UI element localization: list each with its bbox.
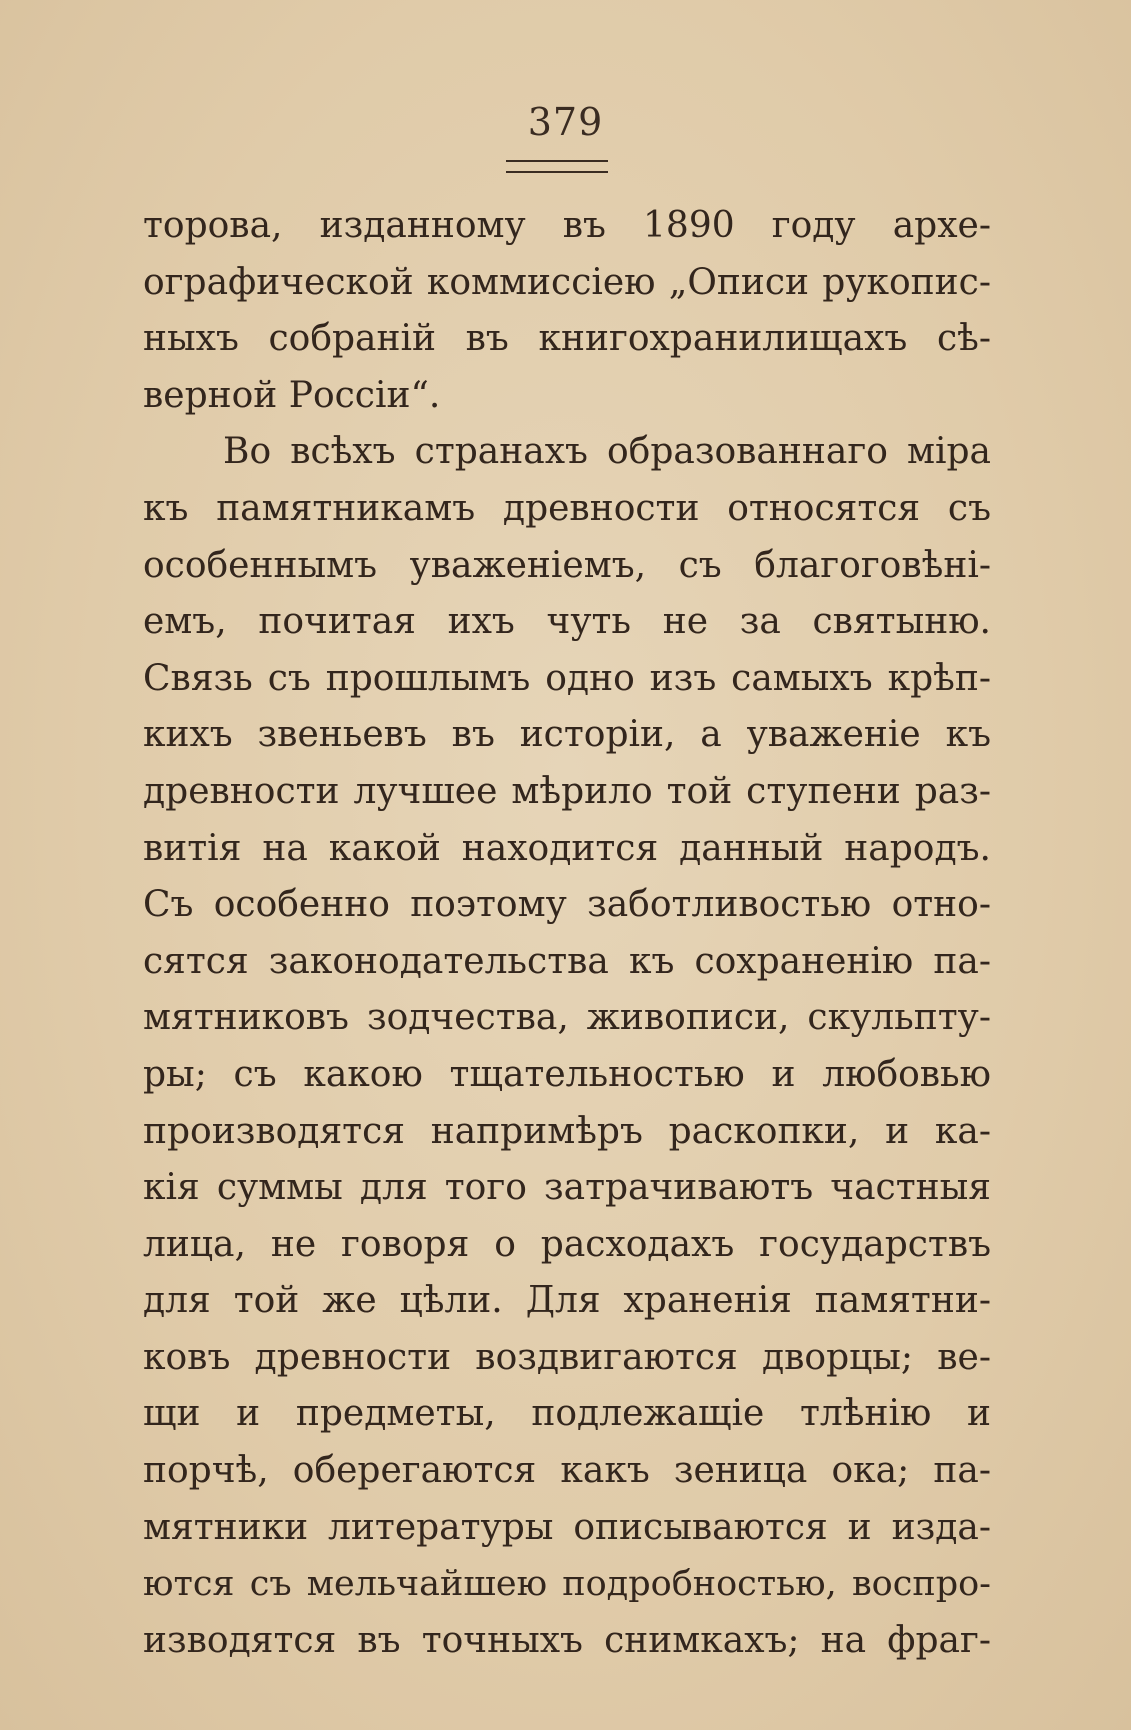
text-line: кія суммы для того затрачиваютъ частныя [143,1167,991,1209]
text-line: ныхъ собраній въ книгохранилищахъ сѣ- [143,318,991,360]
text-line: сятся законодательства къ сохраненію па- [143,940,991,982]
text-line: для той же цѣли. Для храненія памятни- [143,1280,991,1322]
text-line: ются съ мельчайшею подробностью, воспро- [143,1564,991,1605]
header-double-rule [506,160,608,173]
text-line: ры; съ какою тщательностью и любовью [143,1053,991,1095]
text-line: ографической коммиссіею „Описи рукопис- [143,261,991,303]
text-line: изводятся въ точныхъ снимкахъ; на фраг- [143,1619,991,1661]
text-line: производятся напримѣръ раскопки, и ка- [143,1110,991,1152]
text-line: мятники литературы описываются и изда- [143,1506,991,1548]
text-line: Во всѣхъ странахъ образованнаго міра [223,431,991,473]
text-line: порчѣ, оберегаются какъ зеница ока; па- [143,1450,991,1492]
text-line: торова, изданному въ 1890 году архе- [143,205,991,246]
text-line: кихъ звеньевъ въ исторіи, а уваженіе къ [143,714,991,756]
page-number: 379 [527,100,604,144]
text-line: особеннымъ уваженіемъ, съ благоговѣні- [143,544,991,586]
text-line: ковъ древности воздвигаются дворцы; ве- [143,1336,991,1378]
text-line: древности лучшее мѣрило той ступени раз- [143,770,991,812]
text-line: витія на какой находится данный народъ. [143,827,991,869]
text-line: лица, не говоря о расходахъ государствъ [143,1223,991,1265]
body-text [143,198,991,1669]
text-line: къ памятникамъ древности относятся съ [143,487,991,529]
text-line: мятниковъ зодчества, живописи, скульпту- [143,997,991,1039]
text-line: Съ особенно поэтому заботливостью отно- [143,884,991,926]
text-line: Связь съ прошлымъ одно изъ самыхъ крѣп- [143,657,991,699]
text-line: емъ, почитая ихъ чуть не за святыню. [143,601,991,643]
text-line: щи и предметы, подлежащіе тлѣнію и [143,1393,991,1435]
text-line: верной Россіи“. [143,374,441,416]
